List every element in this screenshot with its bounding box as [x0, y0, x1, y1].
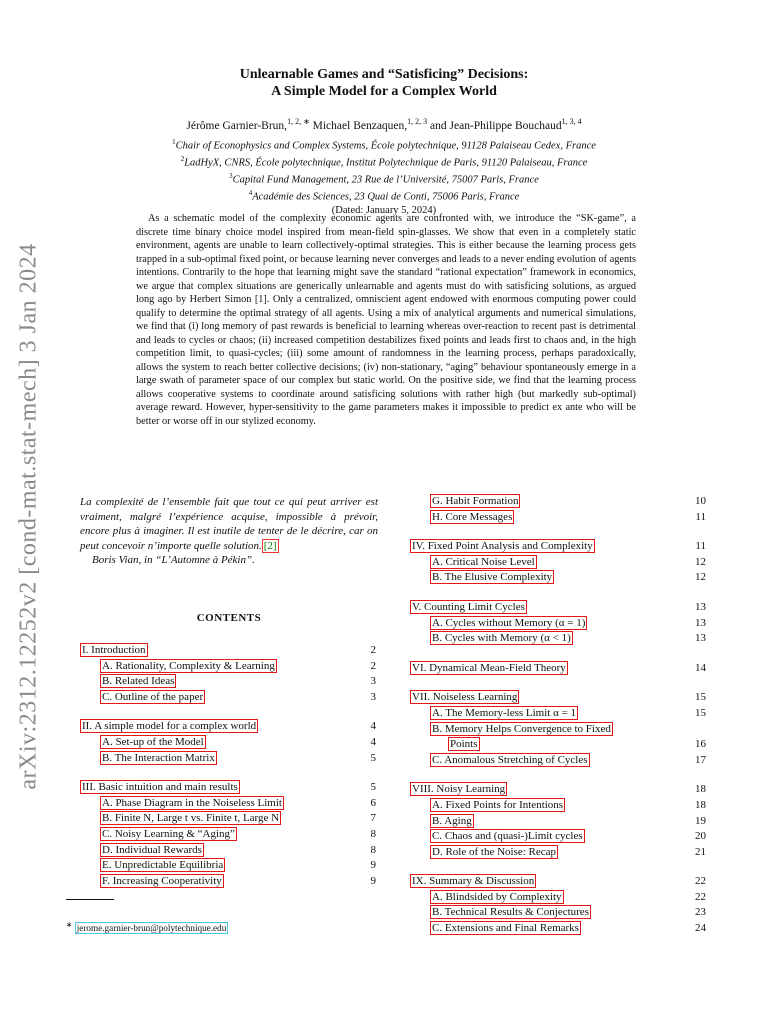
toc-subsection[interactable] — [66, 858, 376, 874]
toc-link[interactable]: H. Core Messages — [432, 510, 513, 523]
toc-subsection[interactable] — [66, 811, 376, 827]
toc-subsection[interactable] — [396, 890, 706, 906]
footnote — [66, 920, 228, 933]
toc-subsection[interactable] — [396, 616, 706, 632]
toc-page-number: 17 — [695, 753, 706, 766]
toc-page-number: 5 — [370, 751, 376, 764]
toc-link[interactable]: B. The Interaction Matrix — [102, 751, 215, 764]
toc-page-number: 12 — [695, 571, 706, 584]
affiliation-3-sup: 3 — [229, 172, 233, 180]
toc-link[interactable]: V. Counting Limit Cycles — [412, 600, 525, 613]
author-list — [90, 117, 678, 132]
toc-link[interactable]: A. Set-up of the Model — [102, 735, 204, 748]
toc-subsection[interactable] — [396, 814, 706, 830]
toc-page-number: 22 — [695, 890, 706, 903]
toc-link[interactable]: C. Outline of the paper — [102, 690, 204, 703]
toc-link[interactable]: IV. Fixed Point Analysis and Complexity — [412, 540, 593, 553]
toc-gap — [66, 766, 376, 780]
abstract — [136, 212, 636, 428]
toc-link[interactable]: B. Aging — [432, 814, 472, 827]
toc-page-number: 9 — [370, 874, 376, 887]
toc-page-number: 11 — [695, 510, 706, 523]
epigraph-attribution: Boris Vian, in “L’Automne à Pékin”. — [92, 554, 255, 567]
toc-gap — [66, 705, 376, 719]
toc-page-number: 8 — [370, 827, 376, 840]
epigraph-text: La complexité de l’ensemble fait que tout ce qui peut arriver est vraiment, malgré l’expérience acquise, impossible à prévoir, encore plus à imaginer. Il est inutile de tenter de le décrire, car on peut concevoir n’importe quelle solution. — [80, 496, 378, 552]
arxiv-stamp-text: arXiv:2312.12252v2 [cond-mat.stat-mech] 3 Jan 2024 — [15, 242, 42, 790]
toc-link[interactable]: G. Habit Formation — [432, 495, 519, 507]
toc-link[interactable]: B. Memory Helps Convergence to Fixed — [432, 722, 611, 735]
toc-link[interactable]: A. Cycles without Memory (α = 1) — [432, 616, 586, 629]
toc-page-number: 12 — [695, 555, 706, 568]
toc-subsection[interactable] — [396, 570, 706, 586]
toc-gap — [396, 768, 706, 782]
affiliation-1-sup: 1 — [172, 138, 176, 146]
toc-subsection[interactable] — [66, 735, 376, 751]
toc-gap — [396, 586, 706, 600]
toc-subsection[interactable] — [396, 722, 706, 738]
toc-link[interactable]: D. Role of the Noise: Recap — [432, 845, 557, 858]
arxiv-stamp — [6, 226, 52, 806]
toc-page-number: 3 — [370, 690, 376, 703]
toc-section[interactable] — [396, 539, 706, 555]
author-2-sup: 1, 2, 3 — [407, 117, 428, 126]
toc-subsection[interactable] — [66, 843, 376, 859]
toc-page-number: 15 — [695, 706, 706, 719]
toc-subsection[interactable] — [396, 845, 706, 861]
toc-subsection[interactable] — [396, 798, 706, 814]
toc-link[interactable]: E. Unpredictable Equilibria — [102, 859, 224, 872]
toc-page-number: 4 — [370, 735, 376, 748]
footnote-email-link[interactable]: jerome.garnier-brun@polytechnique.edu — [76, 923, 227, 934]
toc-page-number: 23 — [695, 906, 706, 919]
toc-section[interactable] — [66, 643, 376, 659]
toc-page-number: 9 — [370, 859, 376, 872]
title-line-1: Unlearnable Games and “Satisficing” Decisions: — [239, 67, 529, 82]
toc-page-number: 4 — [370, 720, 376, 733]
toc-right-column — [396, 494, 706, 937]
toc-page-number: 11 — [695, 540, 706, 553]
toc-page-number: 18 — [695, 783, 706, 796]
author-1-sup: 1, 2, ∗ — [287, 117, 310, 126]
toc-subsection[interactable] — [66, 690, 376, 706]
toc-subsection[interactable] — [396, 753, 706, 769]
toc-link[interactable]: C. Extensions and Final Remarks — [432, 922, 579, 935]
toc-section[interactable] — [396, 661, 706, 677]
epigraph-citation-link[interactable]: [2] — [263, 539, 277, 552]
footnote-rule — [66, 899, 114, 900]
toc-page-number: 13 — [695, 616, 706, 629]
toc-link[interactable]: A. Critical Noise Level — [432, 555, 535, 568]
toc-page-number: 5 — [370, 781, 376, 794]
toc-link[interactable]: A. Rationality, Complexity & Learning — [102, 659, 275, 672]
toc-link[interactable]: D. Individual Rewards — [102, 843, 202, 856]
affiliation-4-text: Académie des Sciences, 23 Quai de Conti, 75006 Paris, France — [252, 191, 520, 203]
toc-page-number: 20 — [695, 830, 706, 843]
toc-link[interactable]: B. Cycles with Memory (α < 1) — [432, 632, 571, 645]
toc-link[interactable]: IX. Summary & Discussion — [412, 875, 535, 888]
toc-section[interactable] — [396, 600, 706, 616]
toc-section[interactable] — [396, 782, 706, 798]
toc-link[interactable]: III. Basic intuition and main results — [82, 781, 238, 794]
toc-section[interactable] — [396, 690, 706, 706]
toc-section[interactable] — [396, 874, 706, 890]
toc-page-number: 18 — [695, 798, 706, 811]
toc-page-number: 6 — [370, 796, 376, 809]
epigraph — [80, 495, 378, 568]
toc-link[interactable]: B. Related Ideas — [102, 675, 175, 688]
toc-page-number: 2 — [370, 659, 376, 672]
toc-page-number: 10 — [695, 495, 706, 507]
toc-left-column — [66, 643, 376, 889]
toc-page-number: 24 — [695, 922, 706, 935]
toc-page-number: 14 — [695, 661, 706, 674]
toc-link[interactable]: Points — [450, 738, 478, 751]
toc-subsection[interactable] — [66, 827, 376, 843]
contents-heading: CONTENTS — [196, 612, 262, 624]
toc-link[interactable]: A. Phase Diagram in the Noiseless Limit — [102, 796, 282, 809]
toc-link[interactable]: VIII. Noisy Learning — [412, 783, 506, 796]
title-line-2: A Simple Model for a Complex World — [271, 84, 497, 99]
affiliation-1 — [90, 136, 678, 153]
toc-page-number: 21 — [695, 845, 706, 858]
toc-page-number: 2 — [370, 644, 376, 656]
affiliation-3-text: Capital Fund Management, 23 Rue de l’Université, 75007 Paris, France — [232, 174, 539, 186]
affiliation-4 — [90, 187, 678, 204]
affiliations — [90, 136, 678, 218]
toc-link[interactable]: B. Technical Results & Conjectures — [432, 906, 589, 919]
footnote-mark: ∗ — [66, 920, 73, 929]
toc-subsection[interactable] — [396, 631, 706, 647]
toc-page-number: 8 — [370, 843, 376, 856]
toc-gap — [396, 676, 706, 690]
toc-section[interactable] — [66, 719, 376, 735]
toc-gap — [396, 647, 706, 661]
toc-page-number: 19 — [695, 814, 706, 827]
author-3-sup: 1, 3, 4 — [561, 117, 582, 126]
toc-link[interactable]: B. Finite N, Large t vs. Finite t, Large N — [102, 812, 280, 825]
toc-subsection[interactable] — [396, 905, 706, 921]
dated-line: (Dated: January 5, 2024) — [331, 205, 437, 216]
toc-page-number: 16 — [695, 738, 706, 751]
paper-title — [100, 66, 668, 100]
toc-subsection[interactable] — [66, 674, 376, 690]
affiliation-4-sup: 4 — [248, 189, 253, 197]
author-2: Michael Benzaquen, — [309, 119, 408, 132]
affiliation-2-sup: 2 — [180, 155, 185, 163]
abstract-text: As a schematic model of the complexity economic agents are confronted with, we introduce the “SK-game”, a discrete time binary choice model inspired from mean-field spin-glasses. We show that even in a completely static environment, agents are unable to learn collectively-optimal strategies. This is either because the learning process gets trapped in a sub-optimal fixed point, or because learning never converges and leads to a never ending evolution of agents intentions. Contrarily to the hope that learning might save the standard “rational expectation” framework in economics, we argue that complex situations are generically unlearnable and agents must do with satisficing solutions, as argued long ago by Herbert Simon [1]. Only a centralized, omniscient agent endowed with enormous computing power could qualify to determine the optimal strategy of all agents. Using a mix of analytical arguments and numerical simulations, we find that (i) long memory of past rewards is beneficial to learning whereas over-reaction to recent past is detrimental and leads to cycles or chaos; (ii) increased competition destabilizes fixed points and leads first to chaos and, in the high competition limit, to quasi-cycles; (iii) some amount of randomness in the learning process, perhaps paradoxically, allows the system to reach better collective decisions; (iv) non-stationary, “aging” behaviour spontaneously emerge in a large swath of parameter space of our complex but static world. On the positive side, we find that the learning process allows cooperative systems to coordinate around satisficing solutions with rather high (but markedly sub-optimal) average reward. However, hyper-sensitivity to the game parameters makes it impossible to predict ex ante who will be better or worse off in our stylized economy. — [136, 213, 636, 427]
toc-subsection[interactable] — [396, 494, 706, 510]
toc-link[interactable]: F. Increasing Cooperativity — [102, 874, 222, 887]
toc-link[interactable]: C. Chaos and (quasi-)Limit cycles — [432, 830, 583, 843]
toc-link[interactable]: C. Anomalous Stretching of Cycles — [432, 753, 588, 766]
toc-subsection[interactable] — [396, 555, 706, 571]
toc-subsection[interactable] — [66, 874, 376, 890]
toc-subsection[interactable] — [396, 510, 706, 526]
toc-page-number: 13 — [695, 600, 706, 613]
toc-link[interactable]: A. The Memory-less Limit α = 1 — [432, 706, 577, 719]
affiliation-1-text: Chair of Econophysics and Complex Systems, École polytechnique, 91128 Palaiseau Cedex, France — [175, 140, 596, 152]
toc-link[interactable]: VI. Dynamical Mean-Field Theory — [412, 661, 566, 674]
toc-subsection[interactable] — [396, 706, 706, 722]
toc-subsection[interactable] — [396, 829, 706, 845]
toc-subsection[interactable] — [66, 659, 376, 675]
toc-section[interactable] — [66, 780, 376, 796]
author-3: and Jean-Philippe Bouchaud — [427, 119, 562, 132]
toc-link[interactable]: B. The Elusive Complexity — [432, 571, 553, 584]
toc-subsection[interactable] — [66, 751, 376, 767]
toc-link[interactable]: II. A simple model for a complex world — [82, 720, 257, 733]
affiliation-3 — [90, 170, 678, 187]
toc-gap — [396, 525, 706, 539]
toc-link[interactable]: I. Introduction — [82, 644, 146, 656]
toc-link[interactable]: C. Noisy Learning & “Aging” — [102, 827, 235, 840]
toc-page-number: 7 — [370, 812, 376, 825]
toc-subsection[interactable] — [396, 737, 706, 753]
affiliation-2-text: LadHyX, CNRS, École polytechnique, Institut Polytechnique de Paris, 91120 Palaiseau, France — [184, 157, 588, 169]
toc-link[interactable]: VII. Noiseless Learning — [412, 691, 518, 704]
toc-page-number: 22 — [695, 875, 706, 888]
author-1: Jérôme Garnier-Brun, — [186, 119, 288, 132]
toc-link[interactable]: A. Blindsided by Complexity — [432, 890, 562, 903]
toc-page-number: 15 — [695, 691, 706, 704]
toc-subsection[interactable] — [66, 796, 376, 812]
toc-subsection[interactable] — [396, 921, 706, 937]
toc-gap — [396, 860, 706, 874]
affiliation-2 — [90, 153, 678, 170]
toc-page-number: 13 — [695, 632, 706, 645]
toc-link[interactable]: A. Fixed Points for Intentions — [432, 798, 564, 811]
toc-page-number: 3 — [370, 675, 376, 688]
epigraph-body — [80, 495, 378, 553]
